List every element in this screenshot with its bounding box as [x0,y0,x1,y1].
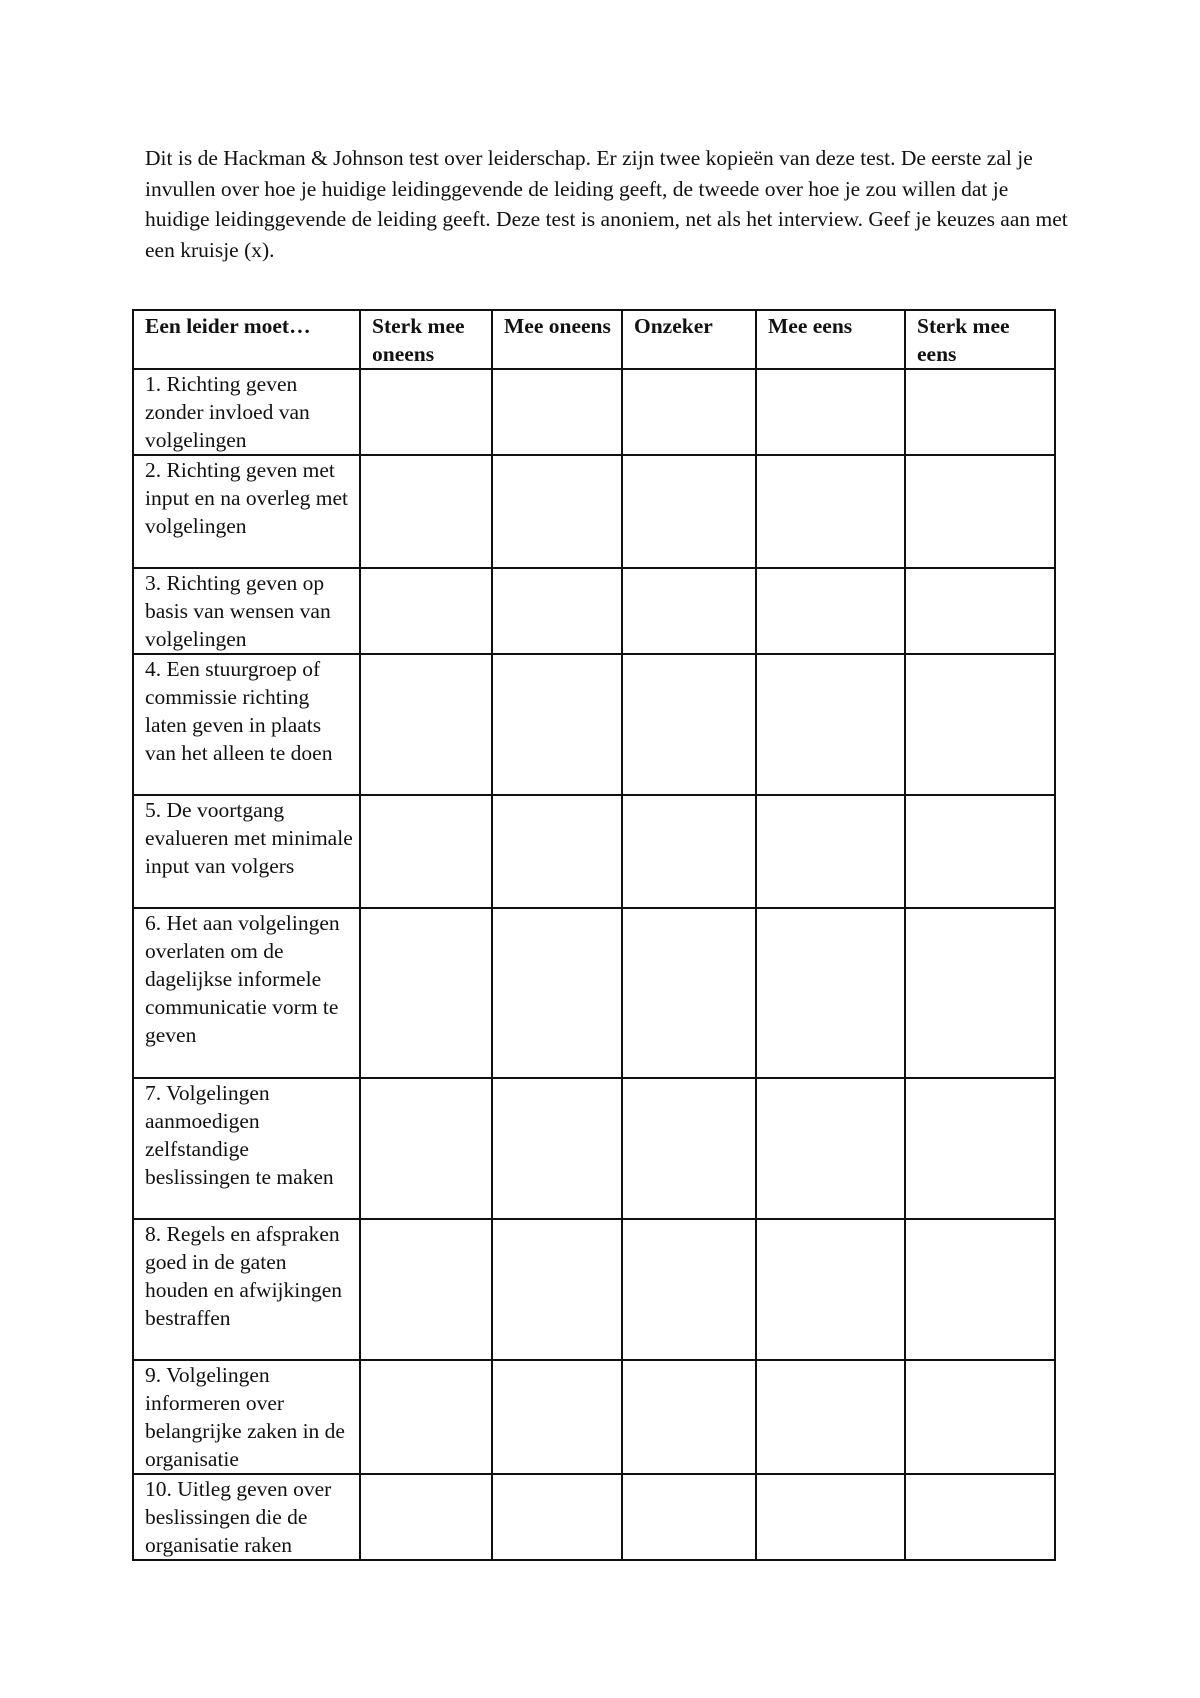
answer-cell-strongly-disagree[interactable] [360,908,492,1078]
answer-cell-agree[interactable] [756,568,905,654]
answer-cell-unsure[interactable] [622,1360,756,1474]
answer-cell-strongly-agree[interactable] [905,568,1055,654]
answer-cell-unsure[interactable] [622,568,756,654]
answer-cell-unsure[interactable] [622,1219,756,1360]
table-row [133,908,1055,1078]
table-row [133,568,1055,654]
header-unsure: Onzeker [622,310,756,369]
answer-cell-strongly-agree[interactable] [905,1078,1055,1219]
answer-cell-disagree[interactable] [492,795,622,908]
answer-cell-agree[interactable] [756,369,905,455]
answer-cell-strongly-agree[interactable] [905,795,1055,908]
answer-cell-strongly-agree[interactable] [905,654,1055,795]
answer-cell-unsure[interactable] [622,369,756,455]
statement-cell: 6. Het aan volgelingen overlaten om de dagelijkse informele communicatie vorm te geven [133,908,360,1078]
answer-cell-strongly-agree[interactable] [905,908,1055,1078]
answer-cell-strongly-disagree[interactable] [360,455,492,568]
statement-cell: 1. Richting geven zonder invloed van volgelingen [133,369,360,455]
answer-cell-strongly-disagree[interactable] [360,568,492,654]
table-row [133,1078,1055,1219]
answer-cell-disagree[interactable] [492,369,622,455]
header-statement: Een leider moet… [133,310,360,369]
answer-cell-unsure[interactable] [622,654,756,795]
leadership-survey-table [132,309,1056,1561]
answer-cell-agree[interactable] [756,1360,905,1474]
intro-paragraph: Dit is de Hackman & Johnson test over leiderschap. Er zijn twee kopieën van deze test. De eerste zal je invullen over hoe je huidige leidinggevende de leiding geeft, de tweede over hoe je zou willen dat je huidige leidinggevende de leiding geeft. Deze test is anoniem, net als het interview. Geef je keuzes aan met een kruisje (x). [145,146,1068,262]
answer-cell-disagree[interactable] [492,1219,622,1360]
answer-cell-agree[interactable] [756,908,905,1078]
table-row [133,1219,1055,1360]
answer-cell-unsure[interactable] [622,1078,756,1219]
answer-cell-disagree[interactable] [492,1360,622,1474]
statement-cell: 7. Volgelingen aanmoedigen zelfstandige beslissingen te maken [133,1078,360,1219]
statement-cell: 10. Uitleg geven over beslissingen die de organisatie raken [133,1474,360,1560]
answer-cell-strongly-disagree[interactable] [360,795,492,908]
answer-cell-agree[interactable] [756,1474,905,1560]
answer-cell-strongly-disagree[interactable] [360,369,492,455]
answer-cell-strongly-agree[interactable] [905,369,1055,455]
answer-cell-disagree[interactable] [492,1078,622,1219]
table-row [133,654,1055,795]
answer-cell-strongly-agree[interactable] [905,1219,1055,1360]
answer-cell-strongly-disagree[interactable] [360,1474,492,1560]
answer-cell-strongly-agree[interactable] [905,1474,1055,1560]
header-row [133,310,1055,369]
answer-cell-agree[interactable] [756,795,905,908]
header-disagree: Mee oneens [492,310,622,369]
answer-cell-agree[interactable] [756,455,905,568]
statement-cell: 8. Regels en afspraken goed in de gaten houden en afwijkingen bestraffen [133,1219,360,1360]
table-row [133,1360,1055,1474]
statement-cell: 4. Een stuurgroep of commissie richting laten geven in plaats van het alleen te doen [133,654,360,795]
header-agree: Mee eens [756,310,905,369]
answer-cell-strongly-agree[interactable] [905,455,1055,568]
table-row [133,455,1055,568]
answer-cell-unsure[interactable] [622,455,756,568]
answer-cell-agree[interactable] [756,654,905,795]
table-row [133,795,1055,908]
statement-cell: 2. Richting geven met input en na overleg met volgelingen [133,455,360,568]
answer-cell-disagree[interactable] [492,455,622,568]
table-row [133,369,1055,455]
answer-cell-agree[interactable] [756,1078,905,1219]
answer-cell-disagree[interactable] [492,568,622,654]
answer-cell-agree[interactable] [756,1219,905,1360]
header-strongly-disagree: Sterk mee oneens [360,310,492,369]
answer-cell-unsure[interactable] [622,908,756,1078]
answer-cell-disagree[interactable] [492,908,622,1078]
answer-cell-strongly-disagree[interactable] [360,1360,492,1474]
statement-cell: 9. Volgelingen informeren over belangrijke zaken in de organisatie [133,1360,360,1474]
answer-cell-strongly-disagree[interactable] [360,1078,492,1219]
statement-cell: 3. Richting geven op basis van wensen van volgelingen [133,568,360,654]
statement-cell: 5. De voortgang evalueren met minimale input van volgers [133,795,360,908]
header-strongly-agree: Sterk mee eens [905,310,1055,369]
answer-cell-strongly-disagree[interactable] [360,1219,492,1360]
survey-body [133,369,1055,1560]
answer-cell-unsure[interactable] [622,1474,756,1560]
answer-cell-unsure[interactable] [622,795,756,908]
answer-cell-disagree[interactable] [492,1474,622,1560]
answer-cell-strongly-agree[interactable] [905,1360,1055,1474]
answer-cell-disagree[interactable] [492,654,622,795]
table-row [133,1474,1055,1560]
answer-cell-strongly-disagree[interactable] [360,654,492,795]
